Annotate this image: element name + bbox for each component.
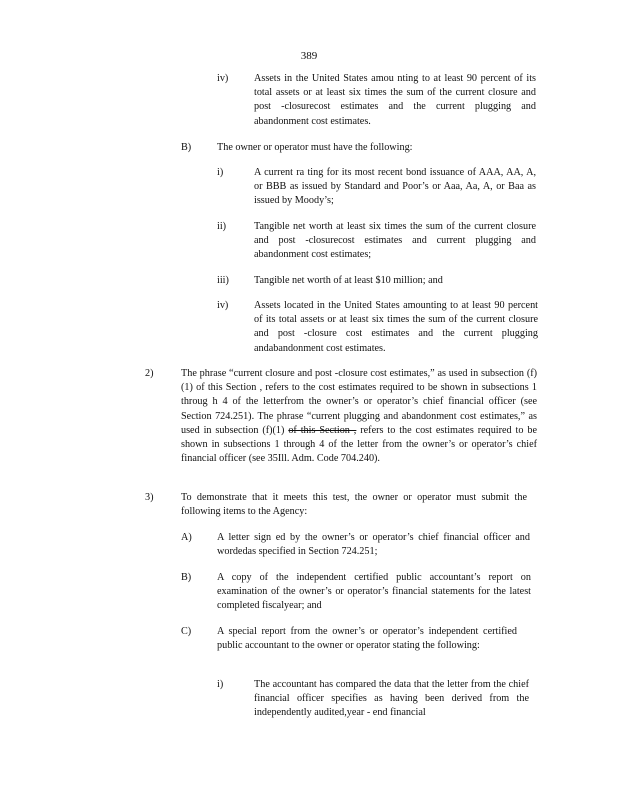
page-number: 389	[300, 50, 318, 62]
item-text: The owner or operator must have the following:	[217, 142, 413, 153]
item-text: To demonstrate that it meets this test, the owner or operator must submit the following items to the Agency:	[181, 492, 527, 518]
item-label: ii)	[217, 221, 227, 232]
item-label: A)	[181, 532, 192, 543]
item-label: B)	[181, 142, 192, 153]
item-text: Tangible net worth at least six times the sum of the current closure and post -closurecost estimates and current plugging and abandonment cost estimates;	[254, 221, 536, 261]
item-label: i)	[217, 679, 224, 690]
item-text: Assets located in the United States amounting to at least 90 percent of its total assets or at least six times the sum of the current closure and post -closure cost estimates and the current plugging andabandonment cost estimates.	[254, 300, 538, 354]
item-label: 3)	[145, 492, 154, 503]
item-text: A current ra ting for its most recent bond issuance of AAA, AA, A, or BBB as issued by Standard and Poor’s or Aaa, Aa, A, or Baa as issued by Moody’s;	[254, 167, 536, 207]
item-label: iv)	[217, 73, 229, 84]
item-label: i)	[217, 167, 224, 178]
item-text: The phrase “current closure and post -closure cost estimates,” as used in subsection (f)(1) of this Section , refers to the cost estimates required to be shown in subsections 1 throug h 4 of the letterfrom the owner’s or operator’s chief financial officer (see Section 724.251). The phrase “current plugging and abandonment cost estimates,” as used in subsection (f)(1) of this Section , refers to the cost estimates required to be shown in subsections 1 through 4 of the letter from the owner’s or operator’s chief financial officer (see 35Ill. Adm. Code 704.240).	[181, 368, 537, 465]
item-text: A special report from the owner’s or operator’s independent certified public accountant to the owner or operator stating the following:	[217, 626, 517, 652]
item-text: A copy of the independent certified public accountant’s report on examination of the owner’s or operator’s financial statements for the latest completed fiscalyear; and	[217, 572, 531, 612]
item-label: B)	[181, 572, 192, 583]
item-label: iv)	[217, 300, 229, 311]
item-text: Tangible net worth of at least $10 million; and	[254, 275, 443, 286]
item-label: C)	[181, 626, 192, 637]
item-label: 2)	[145, 368, 154, 379]
item-text: A letter sign ed by the owner’s or operator’s chief financial officer and wordedas specified in Section 724.251;	[217, 532, 530, 558]
struck-text: of this Section ,	[288, 424, 357, 436]
item-text: Assets in the United States amou nting to at least 90 percent of its total assets or at least six times the sum of the current closure and post -closurecost estimates and the current plugging and abandonment cost estimates.	[254, 73, 536, 127]
item-label: iii)	[217, 275, 229, 286]
item-text: The accountant has compared the data that the letter from the chief financial officer specifies as having been derived from the independently audited,year - end financial	[254, 679, 529, 719]
